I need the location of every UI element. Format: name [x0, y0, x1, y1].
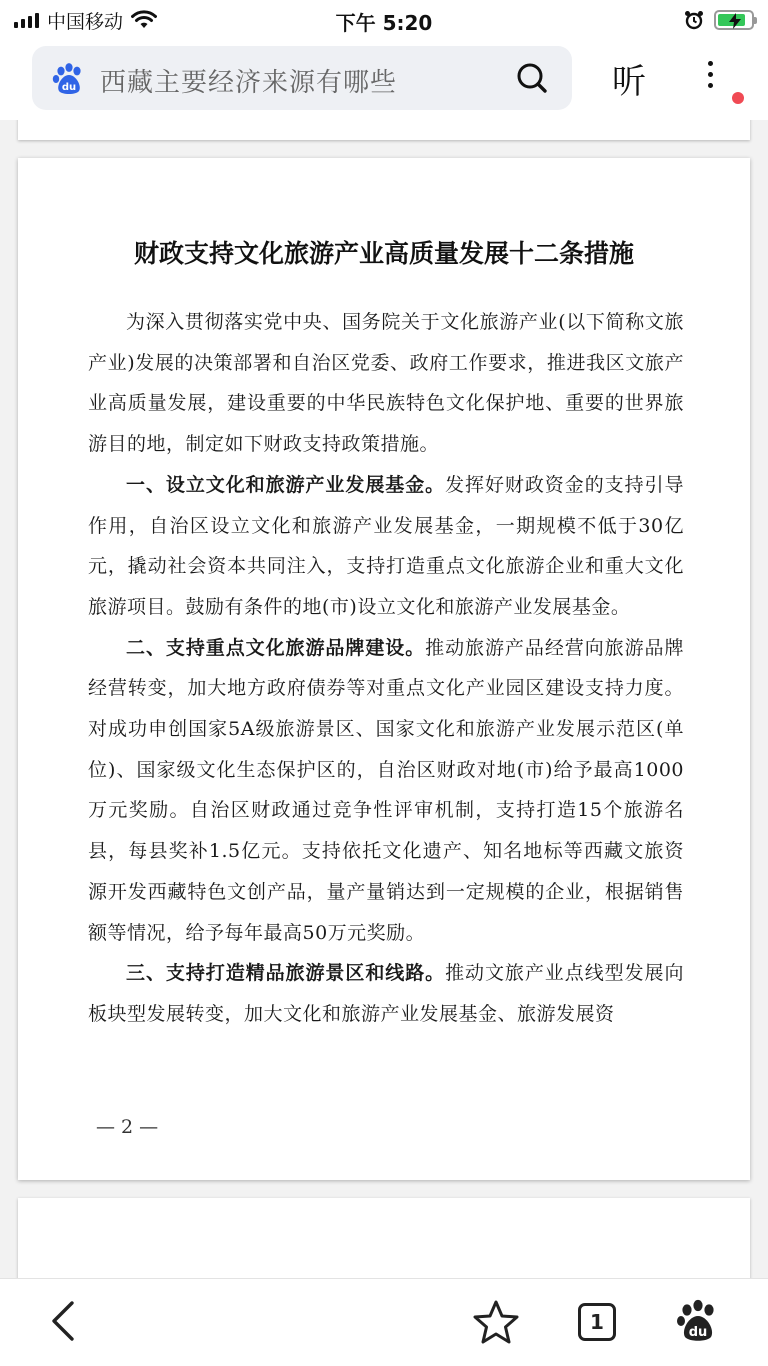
previous-page [18, 120, 750, 140]
document-viewer[interactable] [0, 120, 768, 1278]
tabs-button[interactable]: 1 [578, 1303, 616, 1341]
section-heading: 二、支持重点文化旅游品牌建设。 [126, 636, 426, 659]
search-bar[interactable] [32, 46, 572, 110]
intro-paragraph: 为深入贯彻落实党中央、国务院关于文化旅游产业(以下简称文旅产业)发展的决策部署和自治区党委、政府工作要求，推进我区文旅产业高质量发展，建设重要的中华民族特色文化保护地、重要的世界旅游目的地，制定如下财政支持政策措施。 [88, 311, 684, 456]
section-text: 发挥好财政资金的支持引导作用，自治区设立文化和旅游产业发展基金，一期规模不低于30亿元，撬动社会资本共同注入，支持打造重点文化旅游企业和重大文化旅游项目。鼓励有条件的地(市)设立文化和旅游产业发展基金。 [88, 473, 684, 618]
more-menu-icon[interactable] [700, 56, 720, 98]
svg-text:du: du [688, 1325, 708, 1340]
browser-header [0, 40, 768, 120]
section-paragraph [88, 628, 684, 954]
favorite-star-icon[interactable] [472, 1299, 520, 1345]
bottom-navigation [0, 1278, 768, 1366]
search-query[interactable]: 西藏主要经济来源有哪些 [100, 68, 398, 98]
alarm-icon [684, 10, 704, 30]
section-text: 推动文旅产业点线型发展向板块型发展转变，加大文化和旅游产业发展基金、旅游发展资 [88, 962, 684, 1025]
page-number: — 2 — [96, 1116, 159, 1138]
baidu-paw-icon [52, 62, 86, 96]
svg-text:du: du [61, 82, 77, 93]
listen-button[interactable]: 听 [612, 62, 646, 102]
document-body [88, 302, 684, 1035]
section-heading: 一、设立文化和旅游产业发展基金。 [126, 473, 446, 496]
document-title: 财政支持文化旅游产业高质量发展十二条措施 [133, 239, 634, 268]
carrier-name: 中国移动 [47, 10, 124, 33]
back-icon[interactable] [44, 1299, 84, 1343]
section-paragraph [88, 465, 684, 628]
charging-bolt-icon [728, 13, 742, 29]
section-paragraph [88, 953, 684, 1034]
battery-icon [714, 10, 754, 30]
notification-dot [732, 92, 744, 104]
next-page [18, 1198, 750, 1278]
status-bar [0, 0, 768, 40]
section-heading: 三、支持打造精品旅游景区和线路。 [126, 962, 446, 985]
section-text: 推动旅游产品经营向旅游品牌经营转变，加大地方政府债券等对重点文化产业园区建设支持力度。对成功申创国家5A级旅游景区、国家文化和旅游产业发展示范区(单位)、国家级文化生态保护区的，自治区财政对地(市)给予最高1000万元奖励。自治区财政通过竞争性评审机制，支持打造15个旅游名县，每县奖补1.5亿元。支持依托文化遗产、知名地标等西藏文旅资源开发西藏特色文创产品，量产量销达到一定规模的企业，根据销售额等情况，给予每年最高50万元奖励。 [88, 636, 684, 944]
baidu-home-icon[interactable] [676, 1299, 720, 1343]
status-time: 下午 5:20 [335, 11, 433, 35]
document-page [18, 158, 750, 1180]
search-icon[interactable] [514, 60, 550, 96]
status-right [684, 8, 754, 32]
